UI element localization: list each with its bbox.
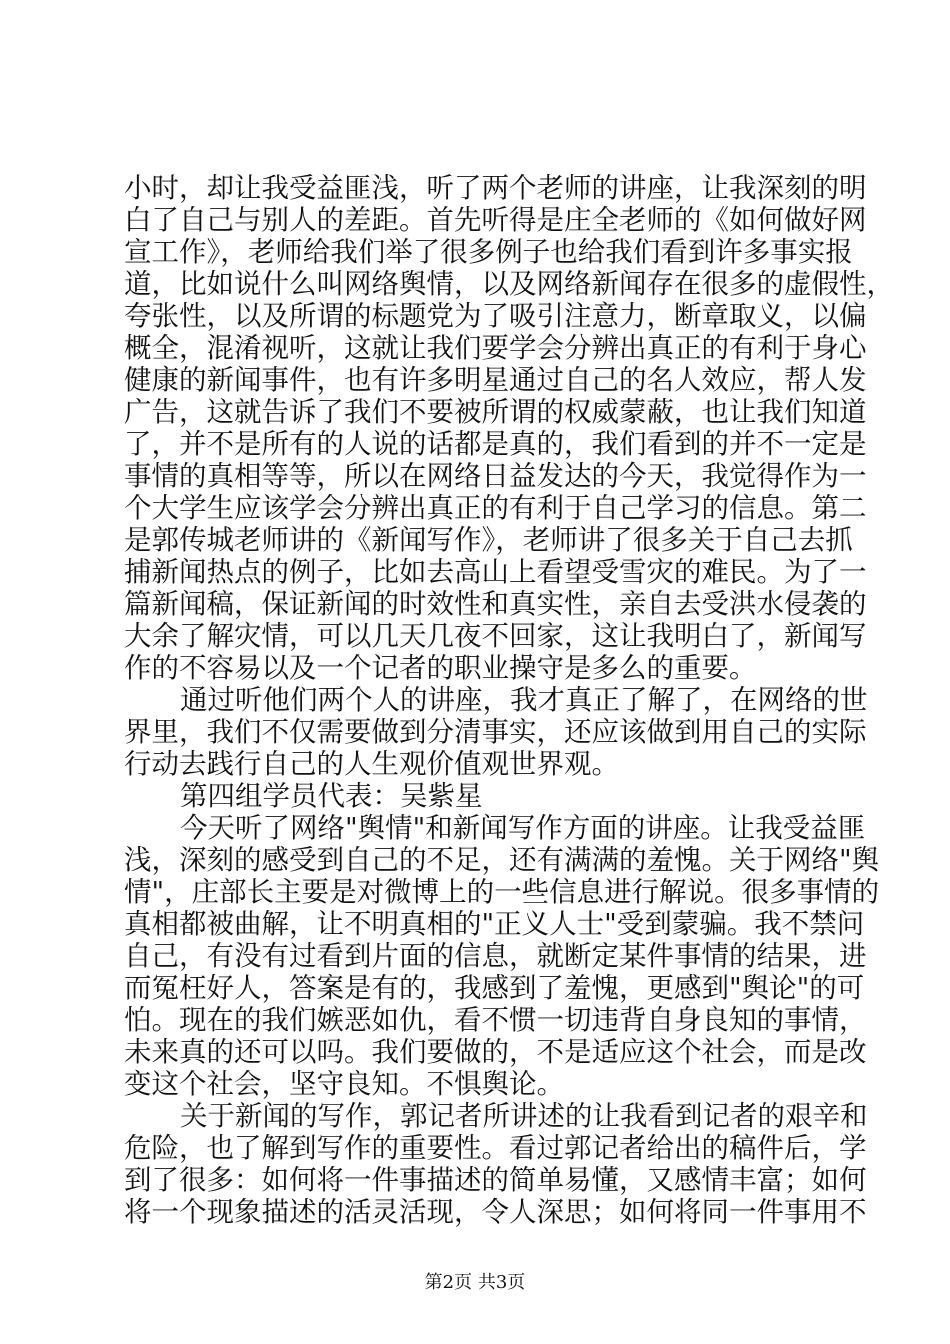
text-line: 关于新闻的写作，郭记者所讲述的让我看到记者的艰辛和 [180,1100,868,1132]
text-line: 捕新闻热点的例子，比如去高山上看望受雪灾的难民。为了一 [124,556,867,588]
text-line: 怕。现在的我们嫉恶如仇，看不惯一切违背自身良知的事情， [124,1004,867,1036]
text-line: 大余了解灾情，可以几天几夜不回家，这让我明白了，新闻写 [124,620,867,652]
text-line: 夸张性，以及所谓的标题党为了吸引注意力，断章取义，以偏 [124,300,867,332]
text-line: 情"，庄部长主要是对微博上的一些信息进行解说。很多事情的 [124,876,880,908]
text-line: 篇新闻稿，保证新闻的时效性和真实性，亲自去受洪水侵袭的 [124,588,867,620]
text-line: 了，并不是所有的人说的话都是真的，我们看到的并不一定是 [124,428,867,460]
text-line: 未来真的还可以吗。我们要做的，不是适应这个社会，而是改 [124,1036,867,1068]
text-line: 变这个社会，坚守良知。不惧舆论。 [124,1068,564,1100]
text-line: 将一个现象描述的活灵活现，令人深思；如何将同一件事用不 [124,1196,867,1228]
text-line: 道，比如说什么叫网络舆情，以及网络新闻存在很多的虚假性， [124,268,894,300]
text-line: 是郭传城老师讲的《新闻写作》，老师讲了很多关于自己去抓 [124,524,853,556]
text-line: 个大学生应该学会分辨出真正的有利于自己学习的信息。第二 [124,492,867,524]
text-line: 今天听了网络"舆情"和新闻写作方面的讲座。让我受益匪 [180,812,866,844]
text-line: 作的不容易以及一个记者的职业操守是多么的重要。 [124,652,757,684]
text-line: 宣工作》，老师给我们举了很多例子也给我们看到许多事实报 [124,236,853,268]
text-line: 通过听他们两个人的讲座，我才真正了解了，在网络的世 [180,684,868,716]
text-line: 白了自己与别人的差距。首先听得是庄全老师的《如何做好网 [124,204,867,236]
text-line: 广告，这就告诉了我们不要被所谓的权威蒙蔽，也让我们知道 [124,396,867,428]
text-line: 到了很多：如何将一件事描述的简单易懂，又感情丰富；如何 [124,1164,867,1196]
text-line: 界里，我们不仅需要做到分清事实，还应该做到用自己的实际 [124,716,867,748]
text-line: 自己，有没有过看到片面的信息，就断定某件事情的结果，进 [124,940,867,972]
text-line: 而冤枉好人，答案是有的，我感到了羞愧，更感到"舆论"的可 [124,972,865,1004]
text-line: 危险，也了解到写作的重要性。看过郭记者给出的稿件后，学 [124,1132,867,1164]
text-line: 行动去践行自己的人生观价值观世界观。 [124,748,619,780]
text-line: 小时，却让我受益匪浅，听了两个老师的讲座，让我深刻的明 [124,172,867,204]
page-footer: 第2页 共3页 [424,1272,526,1293]
text-line: 真相都被曲解，让不明真相的"正义人士"受到蒙骗。我不禁问 [124,908,865,940]
text-line: 事情的真相等等，所以在网络日益发达的今天，我觉得作为一 [124,460,867,492]
text-line: 第四组学员代表：吴紫星 [180,780,483,812]
text-line: 健康的新闻事件，也有许多明星通过自己的名人效应，帮人发 [124,364,867,396]
text-line: 概全，混淆视听，这就让我们要学会分辨出真正的有利于身心 [124,332,867,364]
text-line: 浅，深刻的感受到自己的不足，还有满满的羞愧。关于网络"舆 [124,844,880,876]
